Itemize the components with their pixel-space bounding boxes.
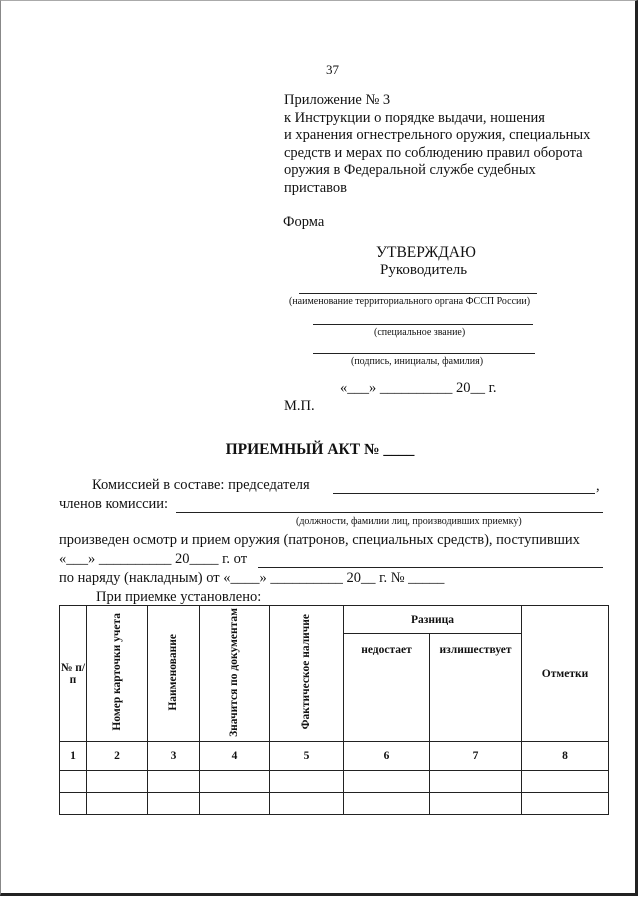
appendix-line: и хранения огнестрельного оружия, специальных [284, 127, 591, 143]
inspection-text: произведен осмотр и прием оружия (патронов, специальных средств), поступивших [59, 532, 580, 548]
column-number: 4 [200, 742, 270, 771]
column-number: 8 [522, 742, 609, 771]
caption-positions: (должности, фамилии лиц, производивших приемку) [296, 516, 522, 527]
order-text: по наряду (накладным) от «____» __________ 20__ г. № _____ [59, 570, 445, 586]
supplier-line [258, 567, 603, 568]
org-name-line [299, 293, 537, 294]
header-difference: Разница [344, 606, 522, 634]
caption-org: (наименование территориального органа ФССП России) [289, 296, 531, 307]
form-label: Форма [283, 214, 325, 230]
acceptance-table [59, 605, 609, 815]
rank-line [313, 324, 533, 325]
approve-label: УТВЕРЖДАЮ [376, 244, 476, 261]
column-number: 6 [344, 742, 430, 771]
column-number: 5 [270, 742, 344, 771]
column-number: 1 [60, 742, 87, 771]
act-title: ПРИЕМНЫЙ АКТ № ____ [225, 441, 415, 458]
members-text: членов комиссии: [59, 496, 169, 512]
stamp-label: М.П. [284, 398, 315, 414]
header-row-number: № п/п [60, 606, 87, 742]
header-shortage: недостает [344, 634, 430, 742]
header-card-number: Номер карточки учета [87, 606, 148, 742]
members-line [176, 512, 603, 513]
appendix-line: оружия в Федеральной службе судебных [284, 162, 536, 178]
header-actual: Фактическое наличие [270, 606, 344, 742]
column-number: 3 [148, 742, 200, 771]
receipt-date: «___» __________ 20____ г. от [59, 551, 248, 567]
findings-text: При приемке установлено: [96, 589, 262, 605]
appendix-line: к Инструкции о порядке выдачи, ношения [284, 109, 545, 126]
header-surplus: излишествует [430, 634, 522, 742]
column-number: 2 [87, 742, 148, 771]
appendix-line: средств и мерах по соблюдению правил оборота [284, 144, 583, 161]
header-notes: Отметки [522, 606, 609, 742]
comma-mark: , [596, 478, 600, 494]
column-number: 7 [430, 742, 522, 771]
caption-sign: (подпись, инициалы, фамилия) [351, 356, 484, 367]
commission-text: Комиссией в составе: председателя [92, 477, 310, 493]
chairman-line [333, 493, 595, 494]
caption-rank: (специальное звание) [374, 327, 466, 338]
approval-date: «___» __________ 20__ г. [340, 380, 497, 396]
signature-line [313, 353, 535, 354]
page-number: 37 [326, 62, 339, 77]
header-by-documents: Значится по документам [200, 606, 270, 742]
appendix-line: Приложение № 3 [284, 92, 391, 108]
header-name: Наименование [148, 606, 200, 742]
numbering-row [60, 742, 609, 771]
appendix-line: приставов [284, 179, 347, 196]
appendix-block [284, 92, 590, 197]
table-row [60, 771, 609, 793]
head-label: Руководитель [380, 262, 468, 278]
table-row [60, 793, 609, 815]
